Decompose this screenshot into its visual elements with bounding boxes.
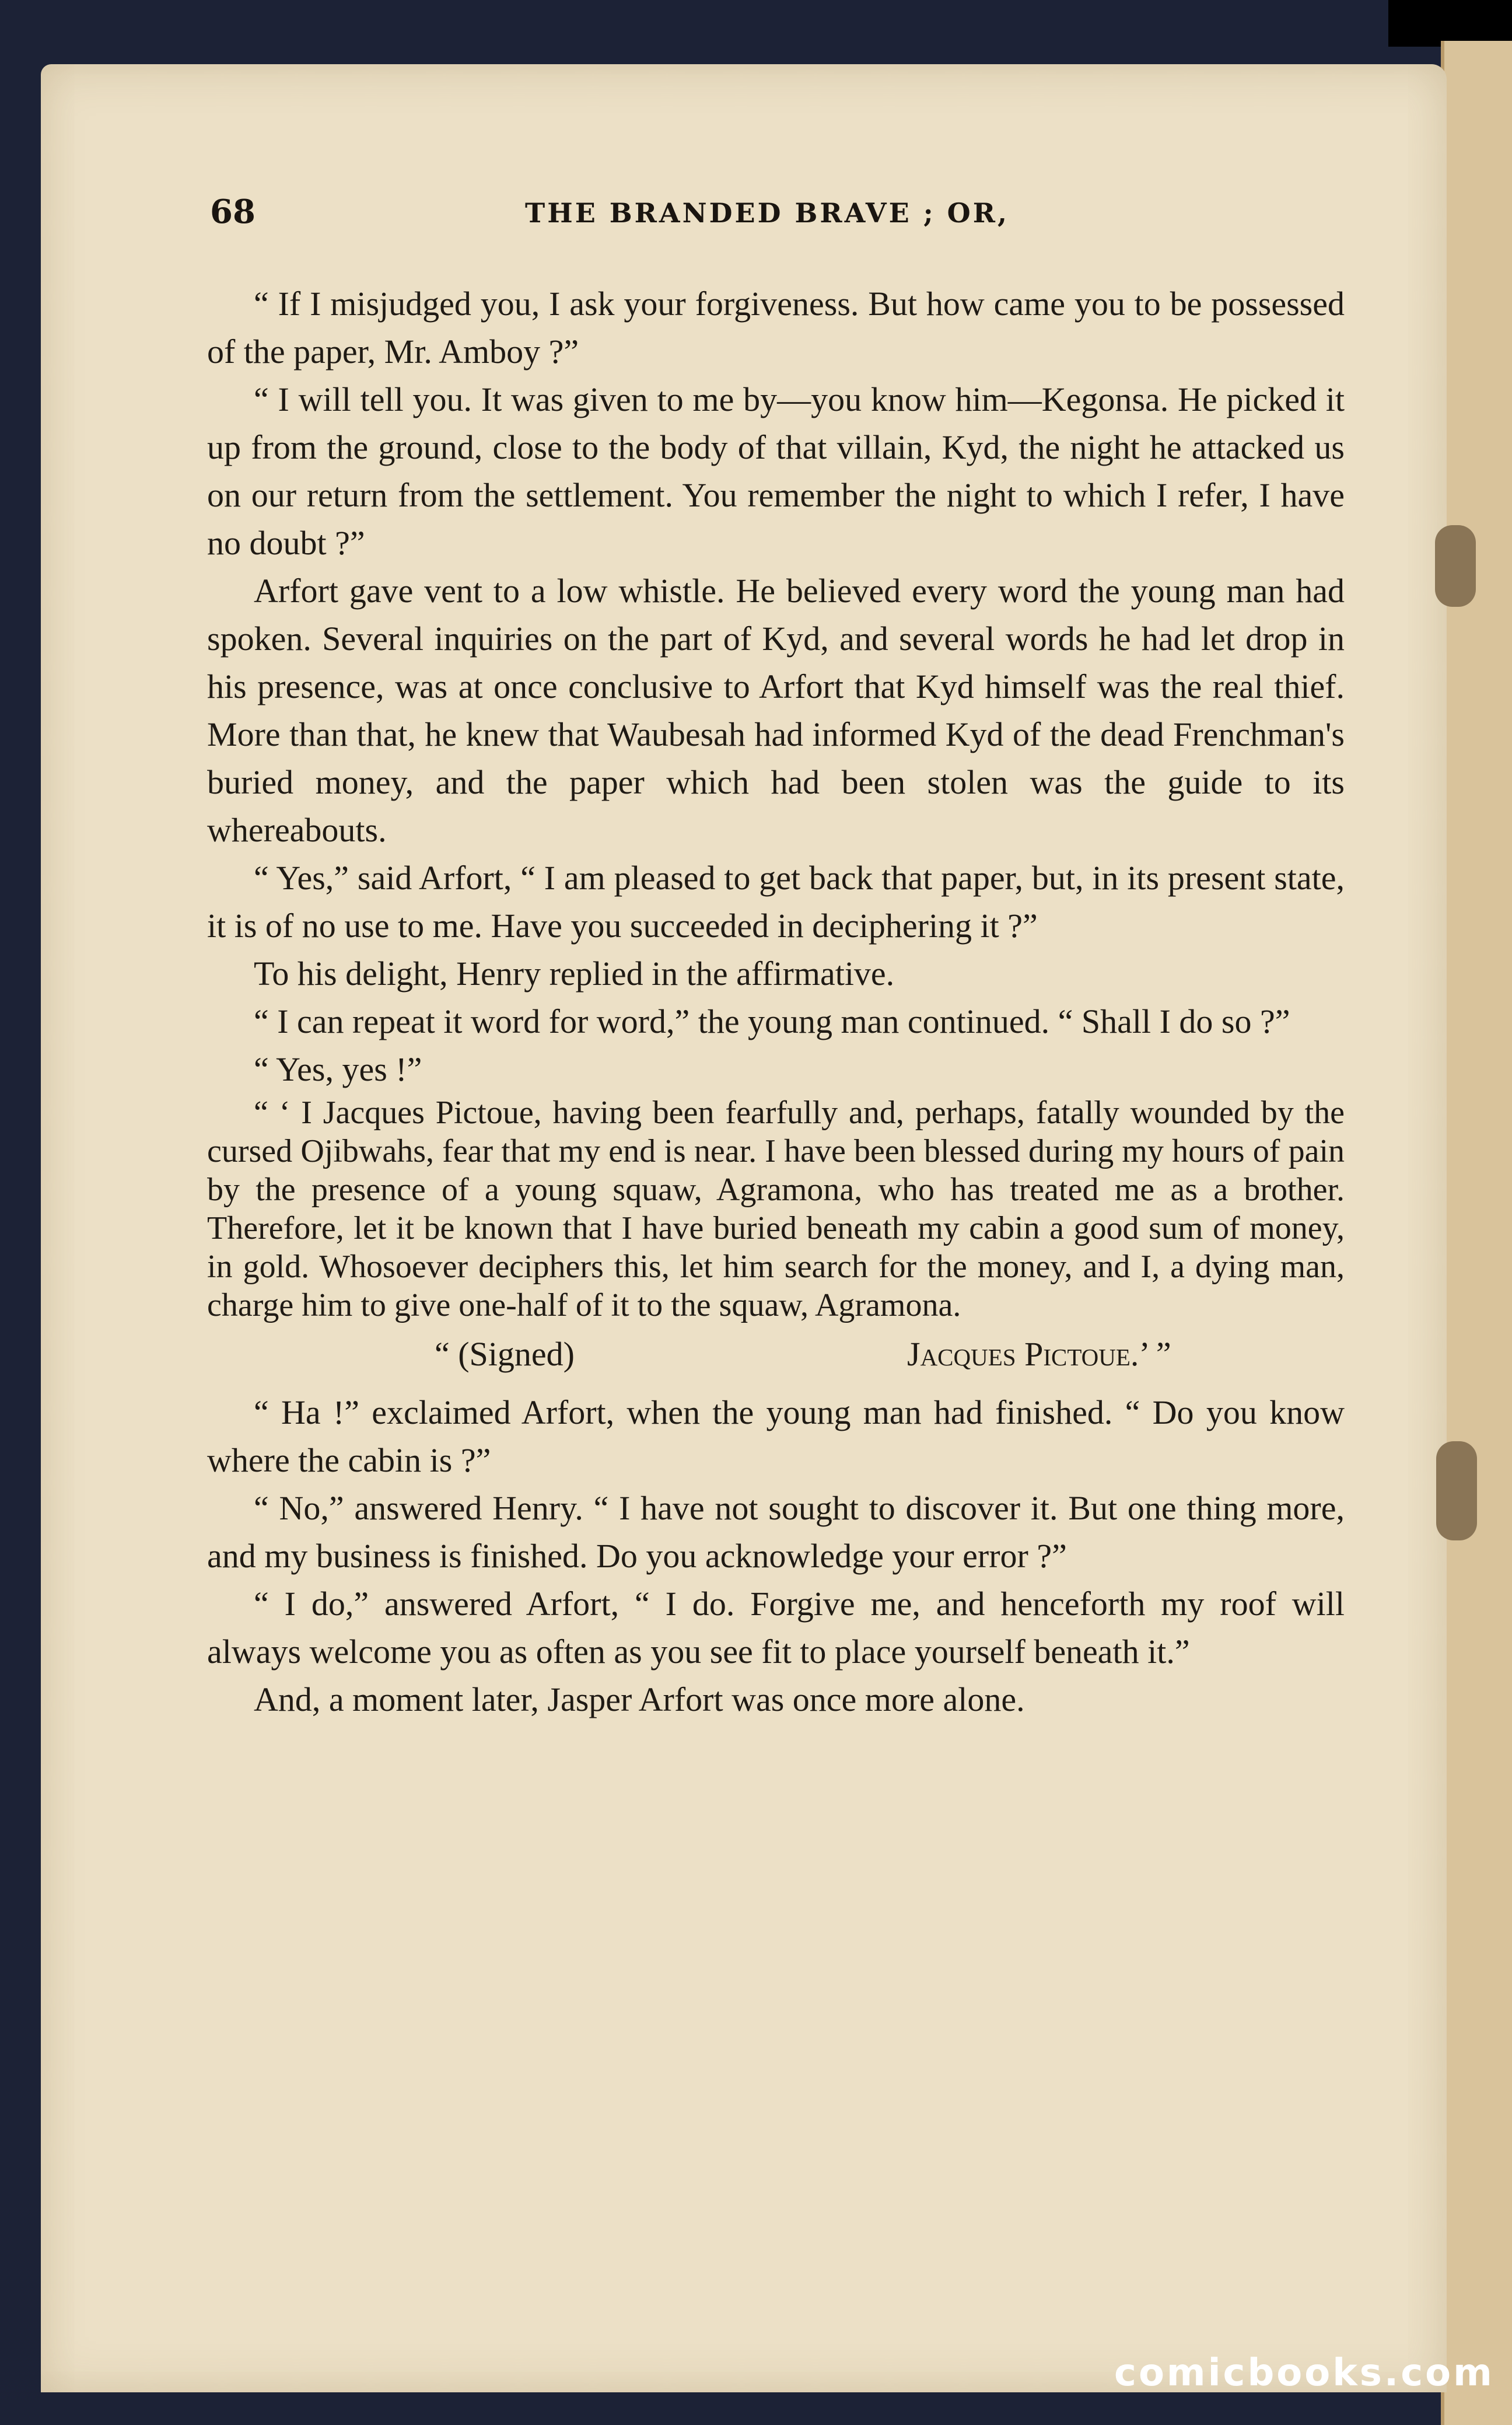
running-head: THE BRANDED BRAVE ; OR, (525, 197, 1009, 229)
signature-line (207, 1325, 1345, 1377)
paragraph: Arfort gave vent to a low whistle. He believed every word the young man had spoken. Several inquiries on the part of Kyd, and several words he had let drop in his presence, was at once conclusive to Arfort that Kyd himself was the real thief. More than that, he knew that Waubesah had informed Kyd of the dead Frenchman's buried money, and the paper which had been stolen was the guide to its whereabouts. (207, 572, 1345, 849)
paragraph: “ I can repeat it word for word,” the young man continued. “ Shall I do so ?” (254, 1002, 1290, 1040)
page-header (210, 193, 1371, 239)
paragraph: “ Yes, yes !” (254, 1050, 422, 1088)
paragraph: To his delight, Henry replied in the affirmative. (254, 955, 895, 993)
page-edge (1441, 41, 1512, 2425)
paragraph: “ No,” answered Henry. “ I have not sought to discover it. But one thing more, and my business is finished. Do you acknowledge your error ?” (207, 1489, 1345, 1575)
paragraph: “ I do,” answered Arfort, “ I do. Forgive me, and henceforth my roof will always welcome you as often as you see fit to place yourself beneath it.” (207, 1585, 1345, 1671)
paragraph: “ Yes,” said Arfort, “ I am pleased to get back that paper, but, in its present state, it is of no use to me. Have you succeeded in deciphering it ?” (207, 859, 1345, 945)
watermark: comicbooks.com (1114, 2351, 1494, 2395)
page-number: 68 (210, 193, 256, 231)
page-tear (1435, 525, 1476, 607)
paragraph: “ Ha !” exclaimed Arfort, when the young man had finished. “ Do you know where the cabin is ?” (207, 1393, 1345, 1479)
paragraph: “ I will tell you. It was given to me by—you know him—Kegonsa. He picked it up from the ground, close to the body of that villain, Kyd, the night he attacked us on our return from the settlement. You remember the night to which I refer, I have no doubt ?” (207, 380, 1345, 562)
body-text (207, 280, 1345, 1724)
page-tear (1436, 1441, 1477, 1540)
dark-corner (1388, 0, 1512, 47)
paragraph: And, a moment later, Jasper Arfort was once more alone. (254, 1680, 1025, 1718)
signed-label: “ (Signed) (435, 1335, 575, 1373)
signature-name: Jacques Pictoue.’ ” (907, 1335, 1171, 1373)
letter-text: “ ‘ I Jacques Pictoue, having been fearfully and, perhaps, fatally wounded by the cursed Ojibwahs, fear that my end is near. I have been blessed during my hours of pain by the presence of a young squaw, Agramona, who has treated me as a brother. Therefore, let it be known that I have buried beneath my cabin a good sum of money, in gold. Whosoever deciphers this, let him search for the money, and I, a dying man, charge him to give one-half of it to the squaw, Agramona. (207, 1095, 1345, 1323)
paragraph: “ If I misjudged you, I ask your forgiveness. But how came you to be possessed of the paper, Mr. Amboy ?” (207, 285, 1345, 371)
